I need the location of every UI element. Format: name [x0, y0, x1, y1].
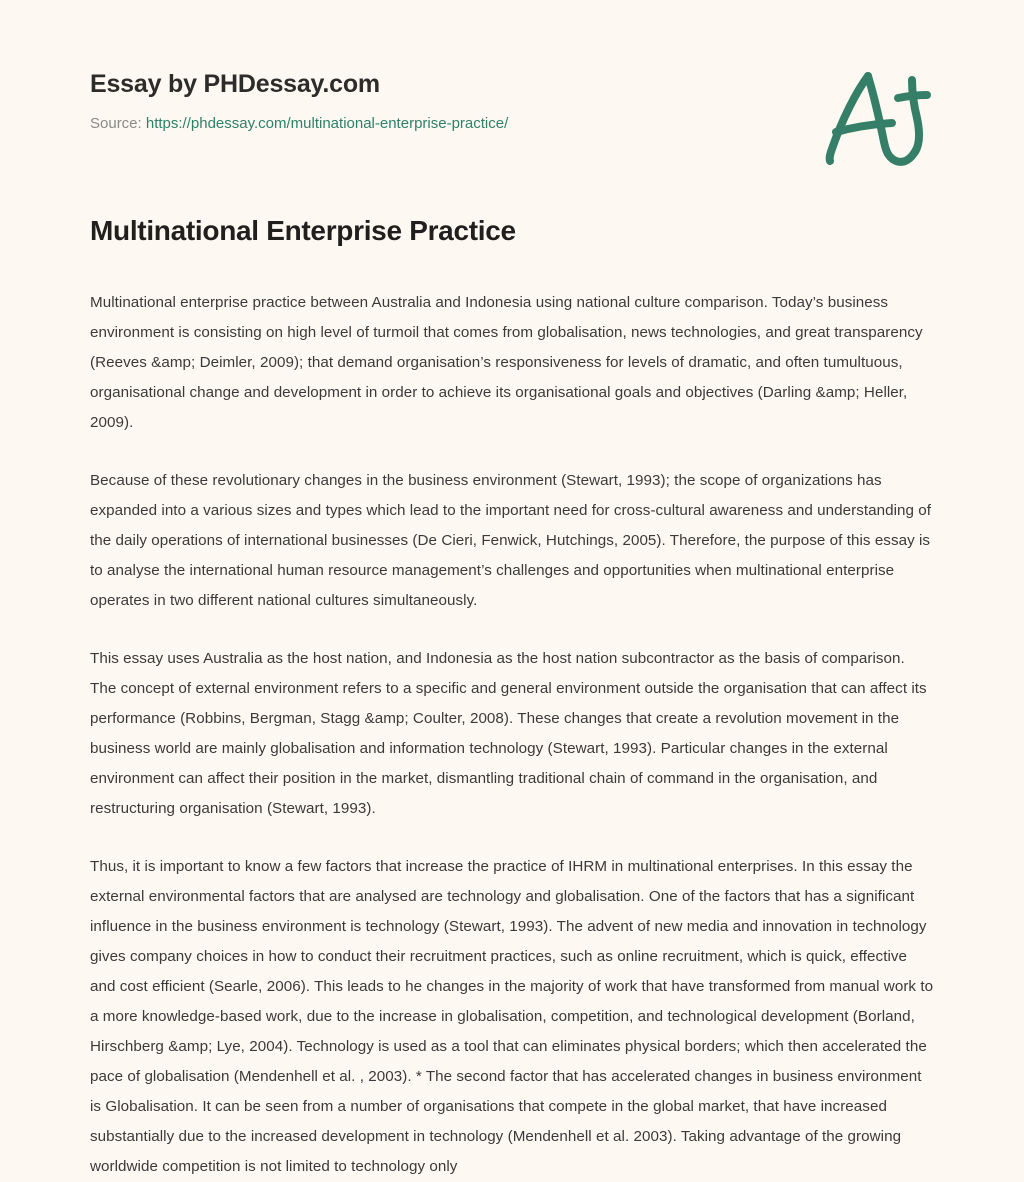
brand-block — [90, 68, 770, 134]
page-title: Multinational Enterprise Practice — [90, 215, 516, 246]
page-header — [0, 0, 1024, 200]
source-line — [90, 114, 770, 134]
a-plus-logo-icon — [806, 62, 934, 170]
paragraph: Because of these revolutionary changes in the business environment (Stewart, 1993); the scope of organizations has expanded into a various sizes and types which lead to the important need for cross-cultural awareness and understanding of the daily operations of international businesses (De Cieri, Fenwick, Hutchings, 2005). Therefore, the purpose of this essay is to analyse the international human resource management’s challenges and opportunities when multinational enterprise operates in two different national cultures simultaneously. — [90, 472, 932, 609]
paragraph: Multinational enterprise practice between Australia and Indonesia using national culture comparison. Today’s business environment is consisting on high level of turmoil that comes from globalisation, news technologies, and great transparency (Reeves &amp; Deimler, 2009); that demand organisation’s responsiveness for levels of dramatic, and often tumultuous, organisational change and development in order to achieve its organisational goals and objectives (Darling &amp; Heller, 2009). — [90, 294, 923, 431]
a-plus-logo-glyph — [806, 62, 934, 170]
source-label: Source: — [90, 115, 142, 132]
article-body — [90, 288, 935, 1182]
brand-title: Essay by PHDessay.com — [90, 70, 380, 98]
paragraph: Thus, it is important to know a few factors that increase the practice of IHRM in multinational enterprises. In this essay the external environmental factors that are analysed are technology and globalisation. One of the factors that has a significant influence in the business environment is technology (Stewart, 1993). The advent of new media and innovation in technology gives company choices in how to conduct their recruitment practices, such as online recruitment, which is quick, effective and cost efficient (Searle, 2006). This leads to he changes in the majority of work that have transformed from manual work to a more knowledge-based work, due to the increase in globalisation, competition, and technological development (Borland, Hirschberg &amp; Lye, 2004). Technology is used as a tool that can eliminates physical borders; which then accelerated the pace of globalisation (Mendenhell et al. , 2003). * The second factor that has accelerated changes in business environment is Globalisation. It can be seen from a number of organisations that compete in the global market, that have increased substantially due to the increased development in technology (Mendenhell et al. 2003). Taking advantage of the growing worldwide competition is not limited to technology only — [90, 858, 934, 1175]
article — [90, 212, 935, 1182]
source-url-link[interactable]: https://phdessay.com/multinational-enterprise-practice/ — [145, 115, 509, 132]
paragraph: This essay uses Australia as the host nation, and Indonesia as the host nation subcontractor as the basis of comparison. The concept of external environment refers to a specific and general environment outside the organisation that can affect its performance (Robbins, Bergman, Stagg &amp; Coulter, 2008). These changes that create a revolution movement in the business world are mainly globalisation and information technology (Stewart, 1993). Particular changes in the external environment can affect their position in the market, dismantling traditional chain of command in the organisation, and restructuring organisation (Stewart, 1993). — [90, 650, 927, 817]
